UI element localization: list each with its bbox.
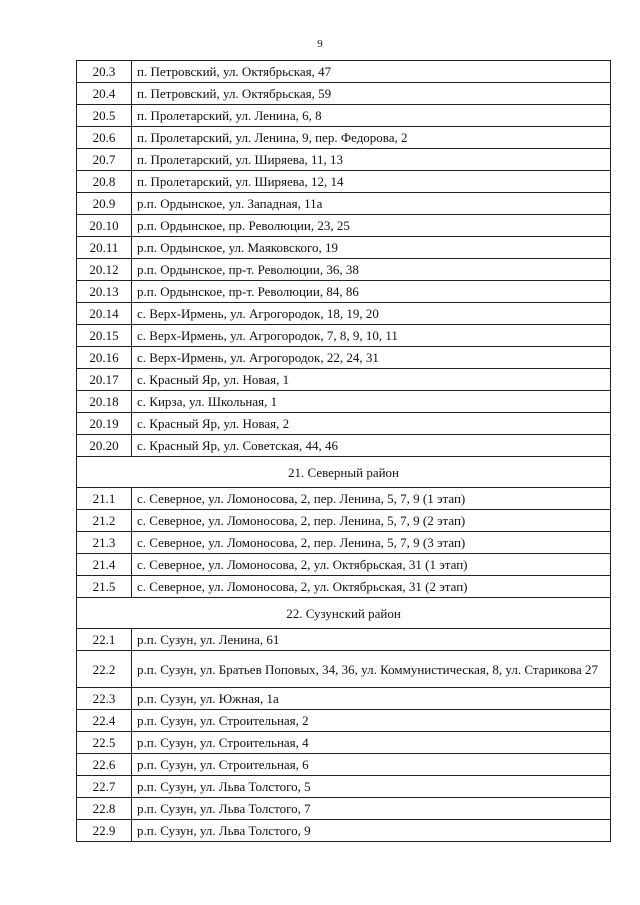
row-address: р.п. Ордынское, ул. Маяковского, 19 <box>132 237 611 259</box>
table-row <box>77 61 611 83</box>
row-address: р.п. Ордынское, пр-т. Революции, 84, 86 <box>132 281 611 303</box>
table-row <box>77 510 611 532</box>
row-address: п. Пролетарский, ул. Ленина, 6, 8 <box>132 105 611 127</box>
row-address: р.п. Ордынское, ул. Западная, 11а <box>132 193 611 215</box>
row-address: с. Красный Яр, ул. Советская, 44, 46 <box>132 435 611 457</box>
row-address: р.п. Сузун, ул. Братьев Поповых, 34, 36, ул. Коммунистическая, 8, ул. Старикова 27 <box>132 651 611 688</box>
table-row <box>77 193 611 215</box>
row-address: с. Северное, ул. Ломоносова, 2, ул. Октябрьская, 31 (2 этап) <box>132 576 611 598</box>
row-number: 20.19 <box>77 413 132 435</box>
table-row <box>77 688 611 710</box>
row-number: 20.15 <box>77 325 132 347</box>
row-address: с. Кирза, ул. Школьная, 1 <box>132 391 611 413</box>
row-number: 20.20 <box>77 435 132 457</box>
row-address: р.п. Сузун, ул. Льва Толстого, 5 <box>132 776 611 798</box>
row-address: р.п. Сузун, ул. Льва Толстого, 7 <box>132 798 611 820</box>
row-address: р.п. Сузун, ул. Строительная, 2 <box>132 710 611 732</box>
row-address: с. Северное, ул. Ломоносова, 2, пер. Ленина, 5, 7, 9 (3 этап) <box>132 532 611 554</box>
section-header-row <box>77 598 611 629</box>
table-row <box>77 369 611 391</box>
row-number: 20.8 <box>77 171 132 193</box>
table-row <box>77 576 611 598</box>
table-row <box>77 259 611 281</box>
row-number: 22.3 <box>77 688 132 710</box>
row-number: 20.5 <box>77 105 132 127</box>
row-number: 20.9 <box>77 193 132 215</box>
row-number: 22.1 <box>77 629 132 651</box>
row-number: 20.12 <box>77 259 132 281</box>
row-address: п. Петровский, ул. Октябрьская, 47 <box>132 61 611 83</box>
table-row <box>77 325 611 347</box>
row-number: 21.2 <box>77 510 132 532</box>
row-number: 21.5 <box>77 576 132 598</box>
table-row <box>77 127 611 149</box>
table-row <box>77 798 611 820</box>
table-row <box>77 347 611 369</box>
row-address: р.п. Сузун, ул. Ленина, 61 <box>132 629 611 651</box>
address-table-body <box>77 61 611 842</box>
section-title: 22. Сузунский район <box>77 598 611 629</box>
row-number: 20.13 <box>77 281 132 303</box>
section-title: 21. Северный район <box>77 457 611 488</box>
address-table <box>76 60 611 842</box>
table-row <box>77 171 611 193</box>
table-row <box>77 820 611 842</box>
table-row <box>77 435 611 457</box>
table-row <box>77 149 611 171</box>
row-number: 20.18 <box>77 391 132 413</box>
row-address: с. Красный Яр, ул. Новая, 1 <box>132 369 611 391</box>
row-address: п. Пролетарский, ул. Ширяева, 11, 13 <box>132 149 611 171</box>
table-row <box>77 237 611 259</box>
row-number: 20.17 <box>77 369 132 391</box>
table-row <box>77 281 611 303</box>
row-number: 22.9 <box>77 820 132 842</box>
row-address: с. Северное, ул. Ломоносова, 2, пер. Ленина, 5, 7, 9 (2 этап) <box>132 510 611 532</box>
page-number: 9 <box>317 38 323 50</box>
row-number: 20.11 <box>77 237 132 259</box>
row-number: 20.7 <box>77 149 132 171</box>
table-row <box>77 754 611 776</box>
table-row <box>77 554 611 576</box>
row-address: с. Верх-Ирмень, ул. Агрогородок, 22, 24, 31 <box>132 347 611 369</box>
row-address: р.п. Ордынское, пр-т. Революции, 36, 38 <box>132 259 611 281</box>
row-number: 21.4 <box>77 554 132 576</box>
row-number: 22.5 <box>77 732 132 754</box>
row-number: 22.8 <box>77 798 132 820</box>
row-address: п. Пролетарский, ул. Ширяева, 12, 14 <box>132 171 611 193</box>
row-address: с. Верх-Ирмень, ул. Агрогородок, 18, 19, 20 <box>132 303 611 325</box>
row-number: 20.16 <box>77 347 132 369</box>
row-address: р.п. Сузун, ул. Южная, 1а <box>132 688 611 710</box>
row-address: р.п. Сузун, ул. Строительная, 6 <box>132 754 611 776</box>
table-row <box>77 303 611 325</box>
table-row <box>77 710 611 732</box>
table-row <box>77 629 611 651</box>
row-number: 20.14 <box>77 303 132 325</box>
section-header-row <box>77 457 611 488</box>
row-number: 22.7 <box>77 776 132 798</box>
row-address: с. Северное, ул. Ломоносова, 2, ул. Октябрьская, 31 (1 этап) <box>132 554 611 576</box>
row-address: р.п. Сузун, ул. Льва Толстого, 9 <box>132 820 611 842</box>
row-number: 22.2 <box>77 651 132 688</box>
table-row <box>77 488 611 510</box>
table-row <box>77 776 611 798</box>
table-row <box>77 732 611 754</box>
row-number: 20.6 <box>77 127 132 149</box>
row-number: 20.3 <box>77 61 132 83</box>
table-row <box>77 532 611 554</box>
table-row <box>77 83 611 105</box>
table-row <box>77 105 611 127</box>
row-address: с. Красный Яр, ул. Новая, 2 <box>132 413 611 435</box>
row-number: 21.1 <box>77 488 132 510</box>
table-row <box>77 215 611 237</box>
row-number: 20.10 <box>77 215 132 237</box>
row-number: 21.3 <box>77 532 132 554</box>
row-address: с. Северное, ул. Ломоносова, 2, пер. Ленина, 5, 7, 9 (1 этап) <box>132 488 611 510</box>
table-row <box>77 413 611 435</box>
table-row <box>77 651 611 688</box>
row-number: 20.4 <box>77 83 132 105</box>
row-address: р.п. Ордынское, пр. Революции, 23, 25 <box>132 215 611 237</box>
row-address: р.п. Сузун, ул. Строительная, 4 <box>132 732 611 754</box>
row-address: п. Петровский, ул. Октябрьская, 59 <box>132 83 611 105</box>
row-number: 22.6 <box>77 754 132 776</box>
row-address: с. Верх-Ирмень, ул. Агрогородок, 7, 8, 9, 10, 11 <box>132 325 611 347</box>
row-address: п. Пролетарский, ул. Ленина, 9, пер. Федорова, 2 <box>132 127 611 149</box>
row-number: 22.4 <box>77 710 132 732</box>
table-row <box>77 391 611 413</box>
